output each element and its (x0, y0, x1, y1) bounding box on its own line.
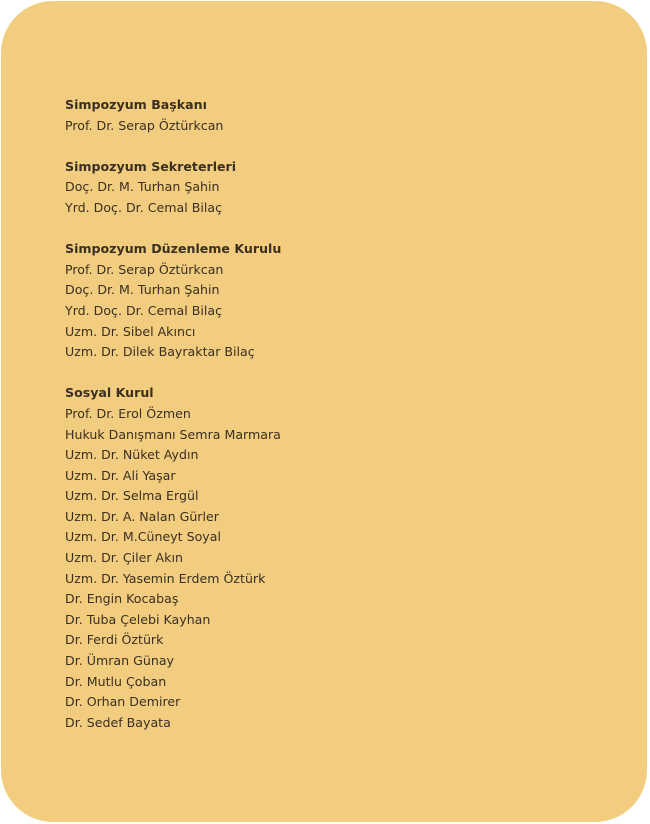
member-name: Uzm. Dr. M.Cüneyt Soyal (65, 529, 221, 545)
member-name: Dr. Sedef Bayata (65, 714, 171, 730)
committee-list (65, 95, 281, 754)
section-president (65, 95, 281, 136)
section-heading: Simpozyum Başkanı (65, 97, 207, 112)
member-name: Dr. Engin Kocabaş (65, 591, 179, 607)
section-heading: Simpozyum Düzenleme Kurulu (65, 241, 282, 257)
member-name: Uzm. Dr. A. Nalan Gürler (65, 508, 219, 524)
member-name: Dr. Ferdi Öztürk (65, 632, 164, 648)
member-name: Uzm. Dr. Dilek Bayraktar Bilaç (65, 344, 255, 360)
section-heading: Sosyal Kurul (65, 385, 154, 401)
member-name: Yrd. Doç. Dr. Cemal Bilaç (65, 199, 223, 215)
member-name: Uzm. Dr. Ali Yaşar (65, 467, 176, 483)
section-organizing-committee (65, 239, 281, 363)
member-name: Uzm. Dr. Nüket Aydın (65, 447, 199, 463)
member-name: Prof. Dr. Serap Öztürkcan (65, 117, 224, 133)
member-name: Uzm. Dr. Selma Ergül (65, 488, 199, 504)
member-name: Dr. Orhan Demirer (65, 694, 181, 710)
member-name: Uzm. Dr. Yasemin Erdem Öztürk (65, 570, 266, 586)
member-name: Uzm. Dr. Çiler Akın (65, 550, 183, 566)
member-name: Uzm. Dr. Sibel Akıncı (65, 323, 196, 339)
member-name: Doç. Dr. M. Turhan Şahin (65, 282, 220, 298)
member-name: Dr. Tuba Çelebi Kayhan (65, 611, 211, 627)
member-name: Yrd. Doç. Dr. Cemal Bilaç (65, 302, 223, 318)
member-name: Doç. Dr. M. Turhan Şahin (65, 179, 220, 195)
member-name: Dr. Mutlu Çoban (65, 673, 167, 689)
section-secretaries (65, 157, 281, 219)
section-social-committee (65, 383, 281, 733)
section-heading: Simpozyum Sekreterleri (65, 158, 237, 174)
committee-card (1, 1, 647, 822)
member-name: Prof. Dr. Erol Özmen (65, 405, 191, 421)
member-name: Prof. Dr. Serap Öztürkcan (65, 261, 224, 277)
member-name: Dr. Ümran Günay (65, 653, 174, 669)
member-name: Hukuk Danışmanı Semra Marmara (65, 426, 281, 442)
